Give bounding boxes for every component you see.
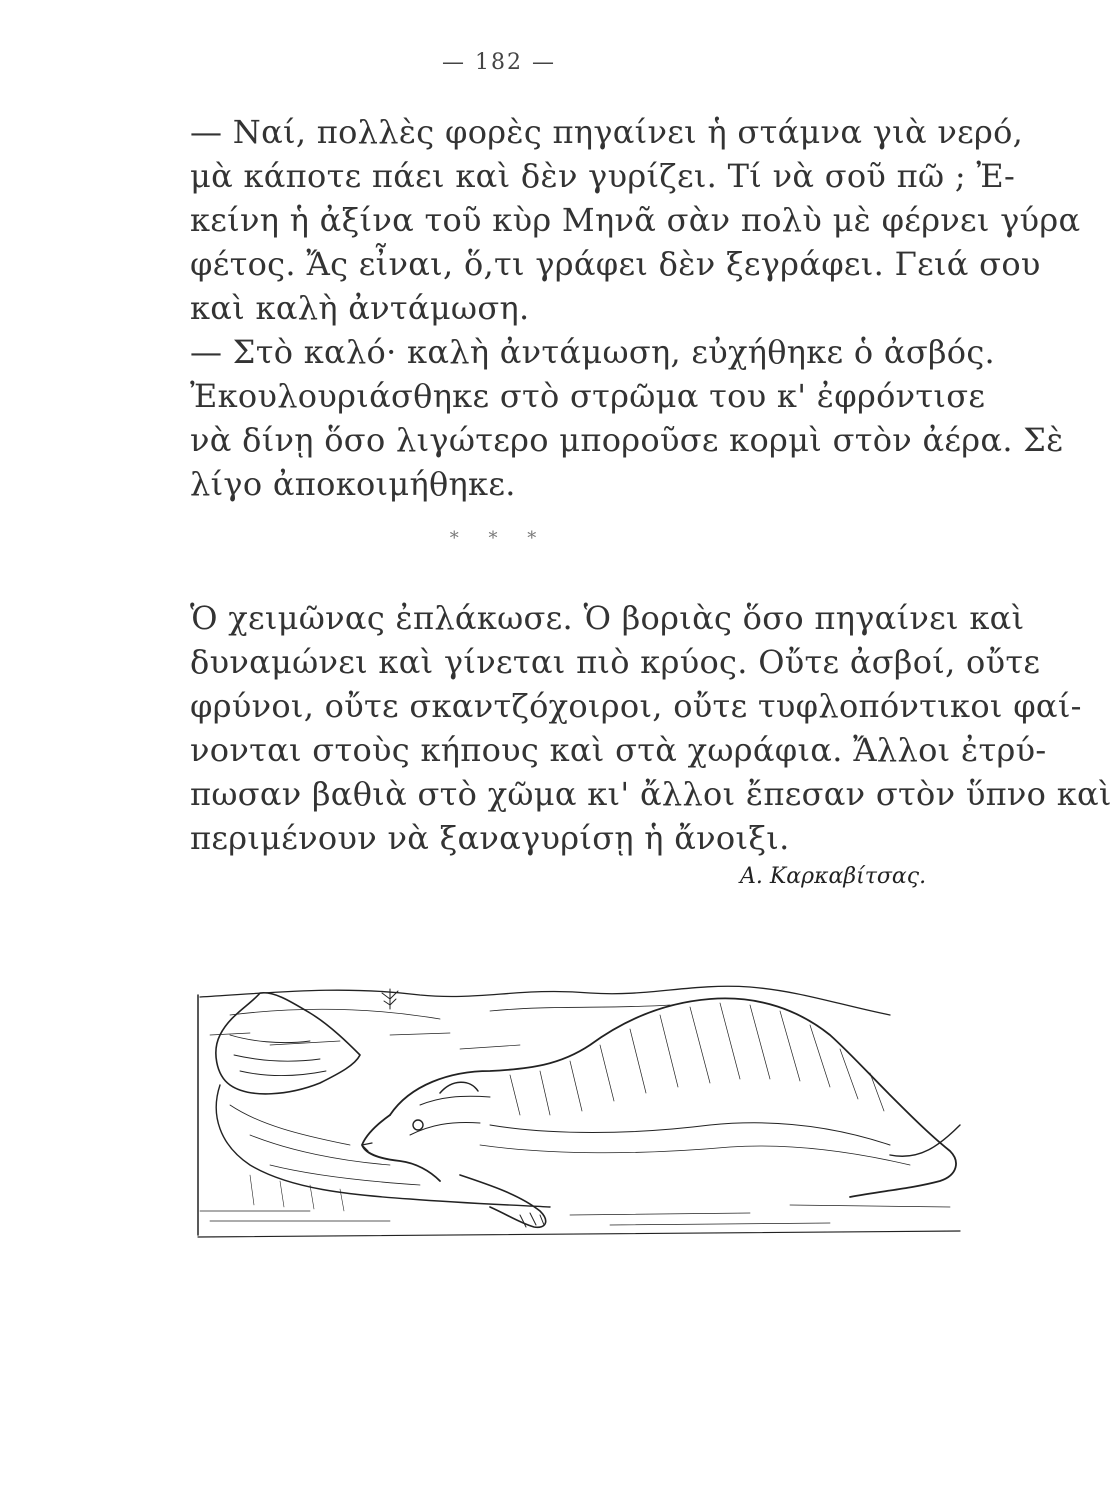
text-line: φέτος. Ἄς εἶναι, ὅ,τι γράφει δὲν ξεγράφει. Γειά σου xyxy=(190,245,1041,283)
text-line: πωσαν βαθιὰ στὸ χῶμα κι' ἄλλοι ἔπεσαν στὸν ὕπνο καὶ xyxy=(190,775,1112,813)
paragraph-dialogue-2 xyxy=(190,330,1064,506)
text-line: Ὁ χειμῶνας ἐπλάκωσε. Ὁ βοριὰς ὅσο πηγαίνει καὶ xyxy=(190,599,1025,637)
text-line: — Στὸ καλό· καλὴ ἀντάμωση, εὐχήθηκε ὁ ἀσβός. xyxy=(190,333,996,371)
text-line: νονται στοὺς κήπους καὶ στὰ χωράφια. Ἄλλοι ἐτρύ- xyxy=(190,731,1047,769)
text-line: περιμένουν νὰ ξαναγυρίσῃ ἡ ἄνοιξι. xyxy=(190,819,790,857)
text-line: καὶ καλὴ ἀντάμωση. xyxy=(190,289,530,327)
paragraph-dialogue-1 xyxy=(190,110,1081,330)
engraving-svg xyxy=(190,975,965,1260)
text-line: μὰ κάποτε πάει καὶ δὲν γυρίζει. Τί νὰ σοῦ πῶ ; Ἐ- xyxy=(190,157,1016,195)
text-line: φρύνοι, οὔτε σκαντζόχοιροι, οὔτε τυφλοπόντικοι φαί- xyxy=(190,687,1082,725)
page-number: — 182 — xyxy=(442,50,556,75)
text-line: — Ναί, πολλὲς φορὲς πηγαίνει ἡ στάμνα γιὰ νερό, xyxy=(190,113,1024,151)
author-signature: Α. Καρκαβίτσας. xyxy=(740,864,927,889)
text-line: κείνη ἡ ἀξίνα τοῦ κὺρ Μηνᾶ σὰν πολὺ μὲ φέρνει γύρα xyxy=(190,201,1081,239)
text-line: Ἐκουλουριάσθηκε στὸ στρῶμα του κ' ἐφρόντισε xyxy=(190,377,986,415)
text-line: νὰ δίνῃ ὅσο λιγώτερο μποροῦσε κορμὶ στὸν ἀέρα. Σὲ xyxy=(190,421,1064,459)
section-separator: * * * xyxy=(449,528,549,549)
badger-engraving-illustration xyxy=(190,975,965,1260)
paragraph-winter xyxy=(190,596,1112,860)
text-line: δυναμώνει καὶ γίνεται πιὸ κρύος. Οὔτε ἀσβοί, οὔτε xyxy=(190,643,1041,681)
text-line: λίγο ἀποκοιμήθηκε. xyxy=(190,465,516,503)
